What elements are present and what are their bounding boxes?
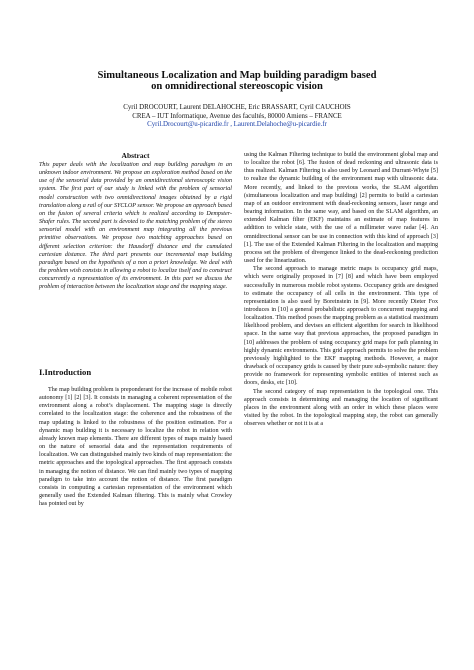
title-line-2: on omnidirectional stereoscopic vision [151, 81, 323, 92]
abstract-heading: Abstract [121, 151, 150, 160]
right-paragraph-2: The second approach to manage metric maps is occupancy grid maps, which were originally proposed in [7] [8] and which have been employed successfully in numerous mobile robot systems. Occupancy grids are designed to estimate the occupancy of all cells in the environment. This type of representation is also used by Boreinstein in [9]. More recently Dieter Fox introduces in [10] a general probabilistic approach to concurrent mapping and localization. This method poses the mapping problem as a statistical maximum likelihood problem, and devises an efficient algorithm for search in likelihood space. In the same way that previous approaches, the proposed paradigm in [10] addresses the problem of using occupancy grid maps for path planning in highly dynamic environments. This grid approach permits to solve the problem previously highlighted to the EKF mapping methods. However, a major drawback of occupancy grids is caused by their pure sub-symbolic nature: they provide no framework for representing symbolic entities of interest such as doors, desks, etc [10]. [244, 266, 438, 387]
author-emails[interactable]: Cyril.Drocourt@u-picardie.fr , Laurent.Delahoche@u-picardie.fr [147, 121, 327, 129]
intro-paragraph: The map building problem is preponderant for the increase of mobile robot autonomy [1] [2] [3]. It consists in managing a coherent representation of the environment along a robot’s displacement. The mapping stage is directly correlated to the localization stage: the coherence and the robustness of the map updating is linked to the robustness of the position estimation. For a dynamic map building it is necessary to localize the robot in relation with already known map elements. There are different types of maps mainly based on the nature of sensorial data and the representation requirements of localization. We can distinguished mainly two kinds of map representation: the metric approaches and the topological approaches. The first approach consists in managing the notion of distance. We can find mainly two types of mapping paradigm to take into account the notion of distance. The first paradigm consists in computing a cartesian representation of the environment which generally used the Extended Kalman filtering. This is mainly what Crowley has pointed out by [39, 387, 232, 508]
author-names: Cyril DROCOURT, Laurent DELAHOCHE, Eric BRASSART, Cyril CAUCHOIS [123, 104, 351, 111]
paper-title [30, 70, 444, 92]
title-line-1: Simultaneous Localization and Map building paradigm based [97, 70, 377, 81]
intro-heading: I.Introduction [39, 367, 92, 377]
right-paragraph-1: using the Kalman Filtering technique to build the environment global map and to localize the robot [6]. The fusion of dead reckoning and ultrasonic data is thus realized. Kalman Filtering is also used by Leonard and Durrant-Whyte [5] to realize the dynamic building of the environment map with ultrasonic data. More recently, and linked to the previous works, the SLAM algorithm (simultaneous localization and map building) [2] permits to build a cartesian map of an outdoor environment with dead-reckoning sensors, laser range and bearing information. In the same way, and based on the SLAM algorithm, an extended Kalman filter (EKF) maintains an estimate of map features in addition to vehicle state, with the use of a millimeter wave radar [4]. An omnidirectional sensor can be use in connection with this kind of approach [3] [1]. The use of the Extended Kalman Filtering in the localization and mapping process set the problem of divergence linked to the dead-reckoning prediction used for the linearization. [244, 152, 438, 265]
right-column [244, 151, 438, 428]
affiliation: CREA – IUT Informatique, Avenue des facultés, 80000 Amiens – FRANCE [132, 112, 342, 120]
abstract-text [39, 161, 232, 292]
abstract-paragraph: This paper deals with the localization and map building paradigm in an unknown indoor environment. We propose an exploration method based on the use of the sensorial data provided by an omnidirectional stereoscopic vision system. The first part of our study is linked with the problem of sensorial model construction with two omnidirectional images obtained by a rigid translation along a rail of our SYCLOP sensor. We propose an approach based on the fusion of several criteria which is realized according to Dempster-Shafer rules. The second part is devoted to the matching problem of the stereo sensorial model with an environment map integrating all the previous primitive observations. We propose two matching approaches based on different selection criterion: the Hausdorff distance and the cumulated cartesian distance. The third part presents our incremental map building paradigm based on the hypothesis of a non a priori knowledge. We deal with the problem wish consists in allowing a robot to localize itself and to construct concurrently a representation of its environment. In this part we discuss the problem of interaction between the localization stage and the mapping stage. [39, 162, 232, 291]
intro-text [39, 386, 232, 508]
author-block [30, 104, 444, 130]
right-paragraph-3: The second category of map representation is the topological one. This approach consists in determining and managing the location of significant places in the environment along with an order in which these places were visited by the robot. In the topological mapping step, the robot can generally observes whether or not it is at a [244, 388, 438, 428]
